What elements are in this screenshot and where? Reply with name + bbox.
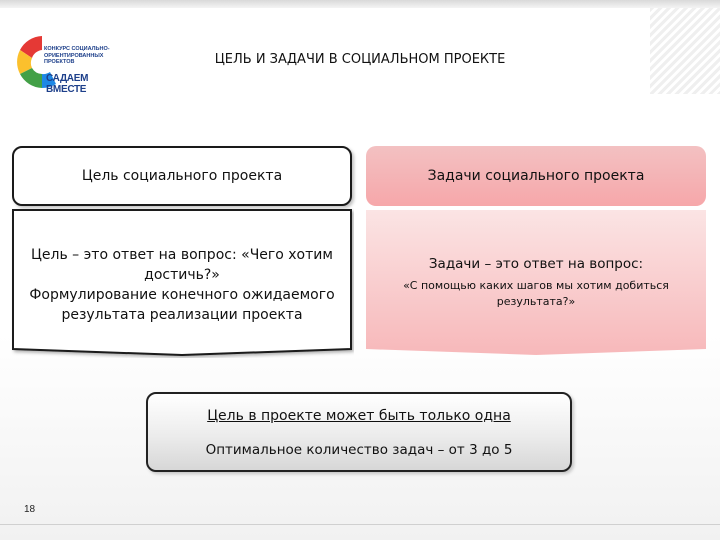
corner-decoration [650, 8, 720, 94]
goal-header-label: Цель социального проекта [81, 168, 283, 184]
page-number: 18 [24, 504, 36, 515]
tasks-answer-line: результата?» [496, 295, 576, 308]
bottom-divider [0, 524, 720, 525]
logo [14, 28, 114, 95]
summary-goal-note: Цель в проекте может быть только одна [207, 408, 511, 424]
summary-box [146, 392, 572, 472]
goal-line: Формулирование конечного ожидаемого [29, 287, 335, 303]
tasks-question: Задачи – это ответ на вопрос: [428, 256, 644, 272]
logo-main-text: САДАЕМ ВМЕСТЕ [46, 73, 89, 95]
summary-tasks-note: Оптимальное количество задач – от 3 до 5 [205, 442, 513, 458]
tasks-header-label: Задачи социального проекта [427, 168, 645, 184]
page-title: ЦЕЛЬ И ЗАДАЧИ В СОЦИАЛЬНОМ ПРОЕКТЕ [214, 52, 506, 67]
goal-header [12, 146, 352, 206]
tasks-header [366, 146, 706, 206]
logo-small-text: КОНКУРС СОЦИАЛЬНО- ОРИЕНТИРОВАННЫХ ПРОЕКТОВ [44, 46, 110, 65]
tasks-answer-line: «С помощью каких шагов мы хотим добиться [403, 279, 669, 292]
goal-description [16, 245, 348, 325]
goal-line: достичь?» [144, 267, 220, 283]
top-bar [0, 0, 720, 8]
goal-line: Цель – это ответ на вопрос: «Чего хотим [31, 247, 333, 263]
goal-line: результата реализации проекта [61, 307, 303, 323]
tasks-answer [380, 278, 692, 310]
